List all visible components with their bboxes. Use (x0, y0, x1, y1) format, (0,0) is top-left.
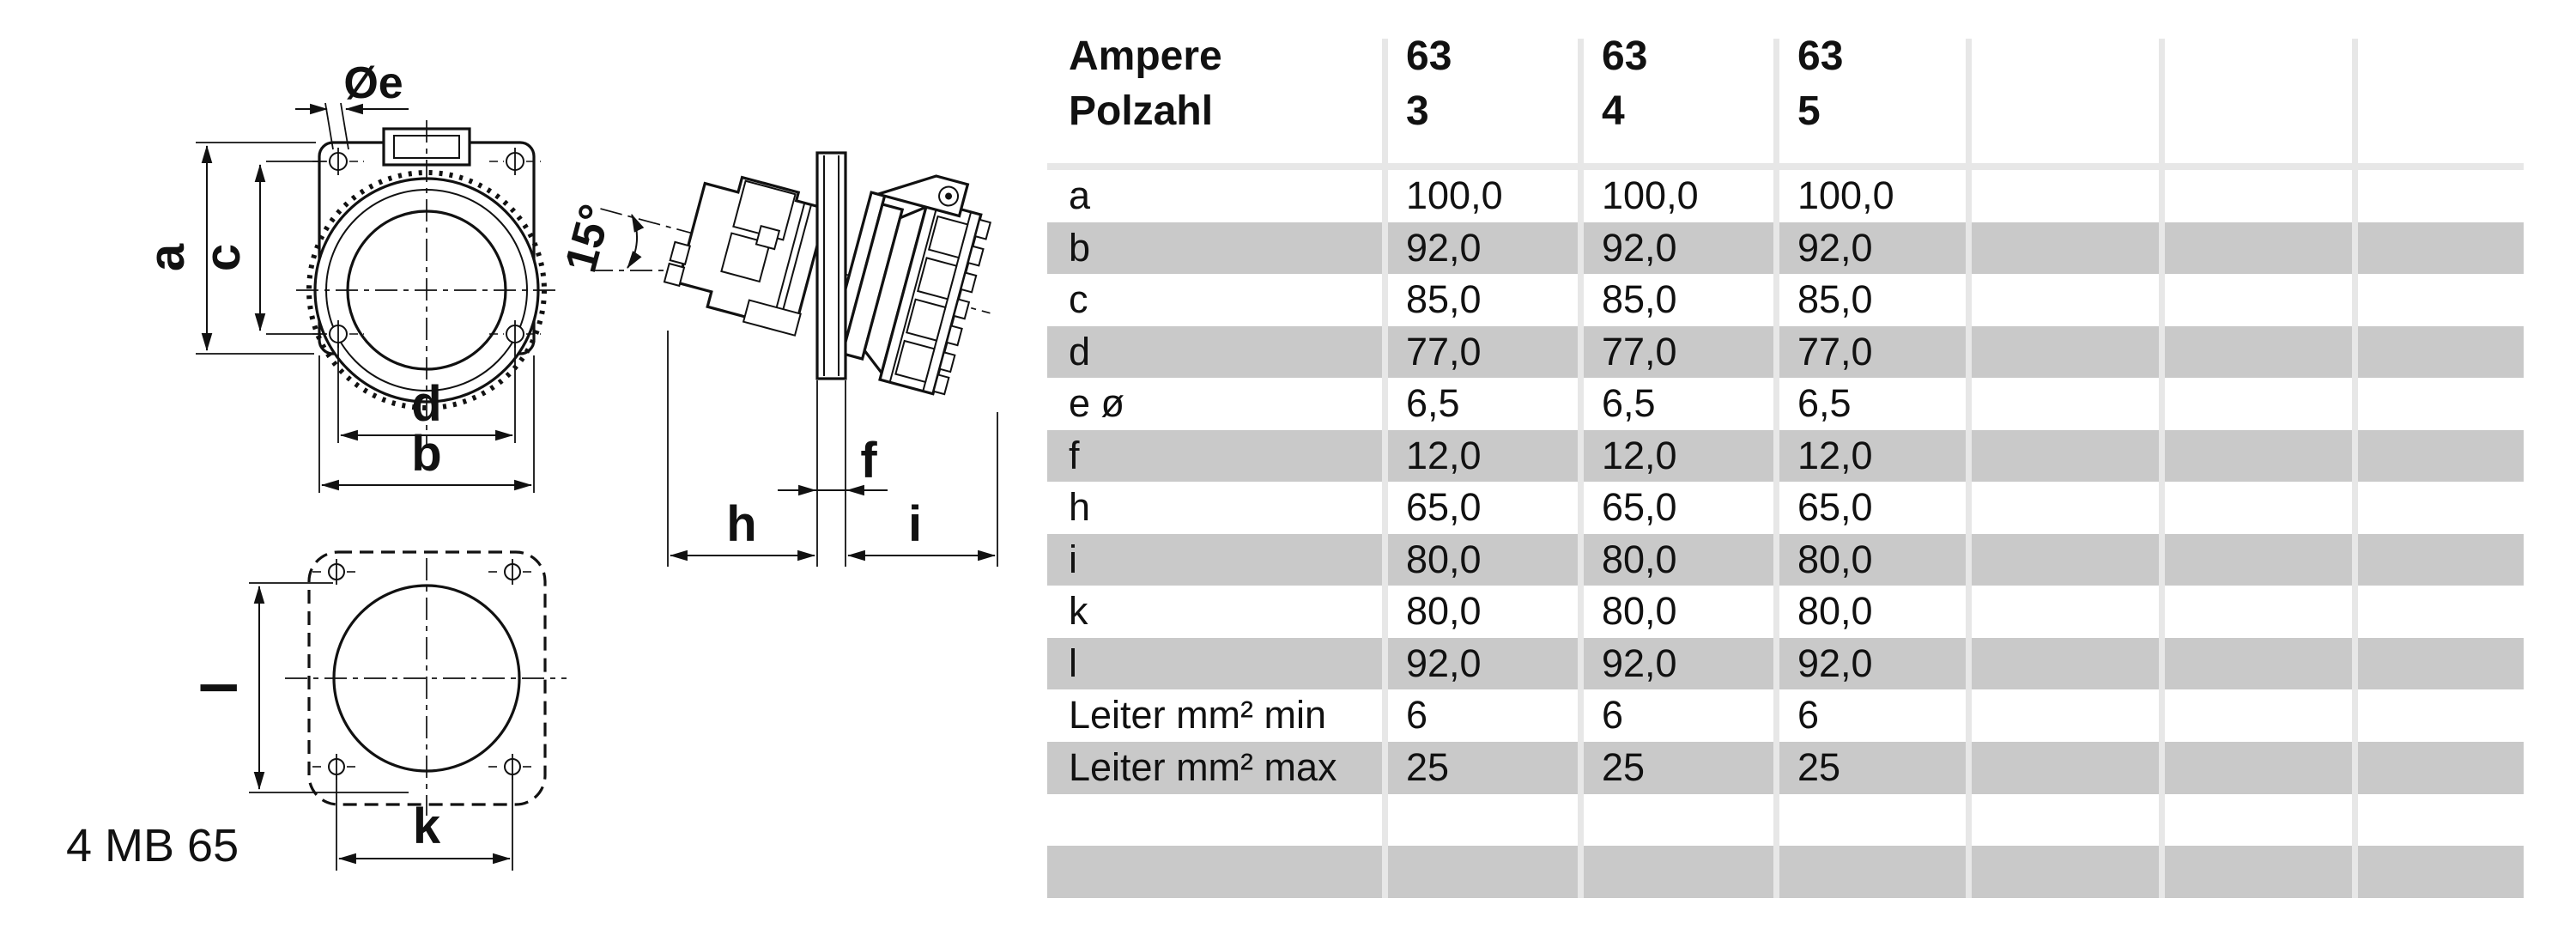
row-value: 25 (1797, 745, 1841, 790)
row-value: 6 (1406, 693, 1428, 738)
column-separator (1773, 39, 1779, 898)
product-code: 4 MB 65 (66, 820, 239, 871)
row-value: 6 (1797, 693, 1820, 738)
table-row (1047, 638, 2524, 690)
row-value: 80,0 (1797, 537, 1873, 581)
row-label: c (1069, 277, 1088, 322)
dim-label-f: f (860, 433, 877, 489)
row-value: 80,0 (1602, 589, 1677, 634)
row-value: 65,0 (1602, 485, 1677, 530)
side-view-drawing (555, 94, 1021, 567)
row-value: 100,0 (1406, 173, 1503, 217)
dim-label-h: h (726, 496, 757, 552)
table-row (1047, 222, 2524, 275)
dim-label-i: i (907, 496, 923, 552)
table-row (1047, 274, 2524, 326)
row-value: 80,0 (1406, 537, 1482, 581)
row-value: 85,0 (1406, 277, 1482, 322)
table-row (1047, 326, 2524, 379)
col-ampere-value: 63 (1406, 33, 1452, 79)
header-underline (1047, 163, 2524, 170)
dimension-table (1047, 0, 2524, 935)
row-value: 77,0 (1797, 329, 1873, 373)
row-value: 77,0 (1602, 329, 1677, 373)
row-value: 6,5 (1797, 381, 1852, 426)
dim-label-diameter-e: Øe (343, 58, 403, 108)
row-value: 12,0 (1797, 433, 1873, 477)
row-value: 100,0 (1602, 173, 1699, 217)
dim-angle-15 (555, 199, 637, 277)
column-separator (1966, 39, 1972, 898)
row-value: 6,5 (1406, 381, 1460, 426)
dim-label-d: d (411, 376, 442, 432)
table-row (1047, 170, 2524, 222)
row-label: h (1069, 485, 1091, 530)
row-label: k (1069, 589, 1088, 634)
terminal-screw (756, 226, 779, 249)
row-value: 77,0 (1406, 329, 1482, 373)
row-label: a (1069, 173, 1091, 217)
column-separator (2352, 39, 2358, 898)
row-label: Leiter mm² max (1069, 745, 1337, 790)
col-ampere-value: 63 (1602, 33, 1648, 79)
row-value: 12,0 (1406, 433, 1482, 477)
row-value: 85,0 (1602, 277, 1677, 322)
row-value: 85,0 (1797, 277, 1873, 322)
row-label: d (1069, 329, 1091, 373)
col-polzahl-value: 5 (1797, 88, 1821, 134)
row-label: Leiter mm² min (1069, 693, 1327, 738)
row-label: i (1069, 537, 1077, 581)
row-value: 25 (1406, 745, 1450, 790)
table-header-polzahl: Polzahl (1069, 88, 1214, 134)
dim-label-a: a (139, 243, 195, 272)
row-value: 80,0 (1602, 537, 1677, 581)
table-row (1047, 534, 2524, 586)
table-body (1047, 170, 2524, 898)
mounting-plate (817, 153, 846, 379)
row-value: 12,0 (1602, 433, 1677, 477)
row-label: b (1069, 225, 1091, 270)
row-value: 92,0 (1797, 641, 1873, 685)
table-row-empty (1047, 794, 2524, 847)
column-separator (1382, 39, 1388, 898)
dim-label-k: k (412, 798, 441, 854)
table-row (1047, 742, 2524, 794)
table-row (1047, 430, 2524, 483)
front-view-drawing (139, 58, 558, 493)
row-value: 65,0 (1797, 485, 1873, 530)
dim-label-l: l (192, 680, 248, 695)
row-value: 25 (1602, 745, 1646, 790)
col-polzahl-value: 3 (1406, 88, 1429, 134)
col-polzahl-value: 4 (1602, 88, 1625, 134)
row-label: l (1069, 641, 1077, 685)
row-label: f (1069, 433, 1080, 477)
table-row-empty (1047, 846, 2524, 898)
row-value: 100,0 (1797, 173, 1894, 217)
dim-label-b: b (411, 426, 442, 482)
dim-f (778, 380, 888, 567)
dim-label-angle: 15° (555, 199, 621, 278)
row-value: 6 (1602, 693, 1624, 738)
row-value: 6,5 (1602, 381, 1656, 426)
row-value: 80,0 (1797, 589, 1873, 634)
dim-label-c: c (195, 243, 251, 272)
table-row (1047, 586, 2524, 638)
dim-h (668, 331, 815, 567)
row-value: 80,0 (1406, 589, 1482, 634)
row-value: 65,0 (1406, 485, 1482, 530)
dim-c (195, 161, 326, 334)
row-value: 92,0 (1406, 225, 1482, 270)
col-ampere-value: 63 (1797, 33, 1844, 79)
side-body-tilted (577, 94, 1021, 403)
technical-drawing (0, 0, 1064, 935)
table-header-ampere: Ampere (1069, 33, 1222, 79)
column-separator (1578, 39, 1584, 898)
table-row (1047, 378, 2524, 430)
row-value: 92,0 (1797, 225, 1873, 270)
column-separator (2159, 39, 2165, 898)
table-row (1047, 689, 2524, 742)
row-value: 92,0 (1602, 641, 1677, 685)
row-value: 92,0 (1406, 641, 1482, 685)
table-row (1047, 482, 2524, 534)
bottom-view-drawing (192, 552, 567, 871)
row-label: e ø (1069, 381, 1125, 426)
row-value: 92,0 (1602, 225, 1677, 270)
